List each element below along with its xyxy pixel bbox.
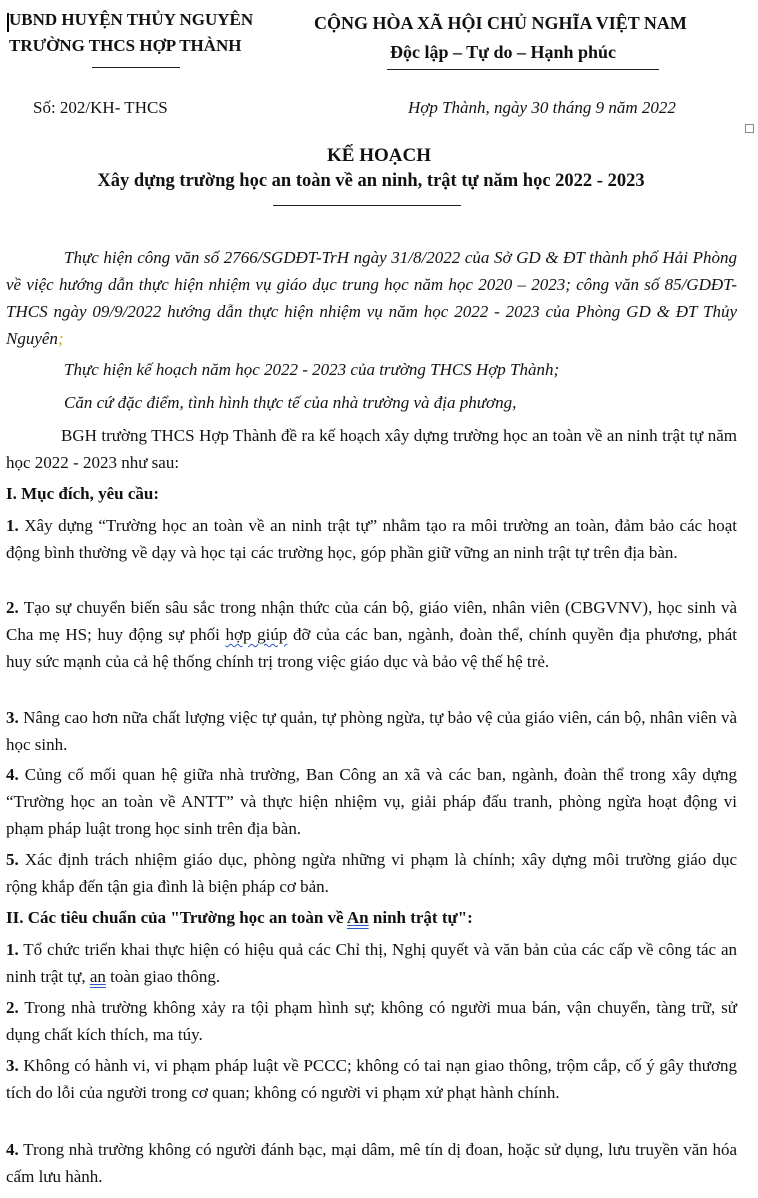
preamble-paragraph-3: Căn cứ đặc điểm, tình hình thực tế của nhà trường và địa phương, [64,393,517,412]
doc-number: Số: 202/KH- THCS [33,98,168,117]
s1-item-4-text: Củng cố mối quan hệ giữa nhà trường, Ban Công an xã và các ban, ngành, đoàn thể trong xây dựng “Trường học an toàn về ANTT” và thực hiện nhiệm vụ, giải pháp đấu tranh, phòng ngừa hoạt động vi phạm pháp luật trong học sinh trên địa bàn. [6,765,737,838]
s1-item-5 [6,846,737,900]
section-1-heading: I. Mục đích, yêu cầu: [6,484,159,503]
preamble-paragraph-2: Thực hiện kế hoạch năm học 2022 - 2023 của trường THCS Hợp Thành; [64,360,560,379]
s2-item-2-num: 2. [6,998,19,1017]
header-left-line2: TRƯỜNG THCS HỢP THÀNH [9,36,242,55]
s2-item-1-mark: an [89,967,106,986]
s1-item-4-num: 4. [6,765,19,784]
preamble-p1-text: Thực hiện công văn số 2766/SGDĐT-TrH ngày 31/8/2022 của Sở GD & ĐT thành phố Hải Phòng về việc hướng dẫn thực hiện nhiệm vụ giáo dục trung học năm học 2020 – 2023; công văn số 85/GDĐT-THCS ngày 09/9/2022 hướng dẫn thực hiện nhiệm vụ năm học 2022 - 2023 của Phòng GD & ĐT Thủy Nguyên [6,248,737,348]
s1-item-1-text: Xây dựng “Trường học an toàn về an ninh trật tự” nhằm tạo ra môi trường an toàn, đảm bảo các hoạt động bình thường về dạy và học tại các trường học, góp phần giữ vững an ninh trật tự trên địa bàn. [6,516,737,562]
s2-item-2 [6,994,737,1048]
s1-item-2 [6,594,737,675]
s2-item-4-num: 4. [6,1140,19,1159]
s1-item-1-num: 1. [6,516,19,535]
header-right-underline [387,69,659,70]
section-2-heading-b: ninh trật tự": [368,908,473,927]
header-right-line2: Độc lập – Tự do – Hạnh phúc [390,42,617,62]
section-2-heading [6,904,473,931]
preamble-paragraph-4: BGH trường THCS Hợp Thành đề ra kế hoạch xây dựng trường học an toàn về an ninh trật tự năm học 2022 - 2023 như sau: [6,426,737,472]
doc-subtitle: Xây dựng trường học an toàn về an ninh, trật tự năm học 2022 - 2023 [97,171,645,191]
s2-item-3-text: Không có hành vi, vi phạm pháp luật về PCCC; không có tai nạn giao thông, trộm cắp, cố ý gây thương tích do lỗi của người trong cơ quan; không có người vi phạm xử phạt hành chính. [6,1056,738,1102]
s1-item-2-spell-mark: hợp giúp [225,625,288,644]
s2-item-2-text: Trong nhà trường không xảy ra tội phạm hình sự; không có người mua bán, vận chuyển, tàng trữ, sử dụng chất kích thích, ma túy. [6,998,737,1044]
header-right-line1: CỘNG HÒA XÃ HỘI CHỦ NGHĨA VIỆT NAM [314,13,687,33]
header-left-underline [92,67,180,68]
s1-item-3-num: 3. [6,708,19,727]
s2-item-1-text-a: Tổ chức triển khai thực hiện có hiệu quả các Chỉ thị, Nghị quyết và văn bản của các cấp về công tác an ninh trật tự, [6,940,737,986]
s1-item-2-text-a: Tạo sự chuyển biến sâu sắc trong nhận thức của cán bộ, giáo viên, nhân viên (CBGVNV), học sinh và Cha mẹ HS; huy động sự phối [6,598,737,644]
section-2-heading-mark: An [346,908,369,927]
s2-item-4-text: Trong nhà trường không có người đánh bạc, mại dâm, mê tín dị đoan, hoặc sử dụng, lưu truyền văn hóa cấm lưu hành. [6,1140,737,1186]
s1-item-2-num: 2. [6,598,19,617]
preamble-paragraph-1 [6,244,737,352]
s2-item-1 [6,936,737,990]
s1-item-3-text: Nâng cao hơn nữa chất lượng việc tự quản, tự phòng ngừa, tự bảo vệ của giáo viên, cán bộ, nhân viên và học sinh. [6,708,737,754]
header-left-line1: UBND HUYỆN THỦY NGUYÊN [9,10,254,29]
s1-item-1 [6,512,737,566]
title-underline [273,205,461,206]
s2-item-4 [6,1136,737,1190]
section-2-heading-a: II. Các tiêu chuẩn của "Trường học an toàn về [6,908,347,927]
text-boundary-marker [745,124,754,133]
s2-item-1-num: 1. [6,940,19,959]
s2-item-1-text-b: toàn giao thông. [105,967,221,986]
s1-item-4 [6,761,737,842]
s1-item-3 [6,704,737,758]
doc-title: KẾ HOẠCH [327,145,431,166]
date-place: Hợp Thành, ngày 30 tháng 9 năm 2022 [408,98,676,117]
s1-item-5-text: Xác định trách nhiệm giáo dục, phòng ngừa những vi phạm là chính; xây dựng môi trường giáo dục rộng khắp đến tận gia đình là biện pháp cơ bản. [6,850,737,896]
s2-item-3 [6,1052,737,1106]
s2-item-3-num: 3. [6,1056,19,1075]
preamble-p1-end: ; [57,329,64,348]
s1-item-5-num: 5. [6,850,19,869]
s1-item-2-text-b: đỡ của các ban, ngành, đoàn thể, chính quyền địa phương, phát huy sức mạnh của cả hệ thống chính trị trong việc giáo dục và bảo vệ thế hệ trẻ. [6,625,737,671]
